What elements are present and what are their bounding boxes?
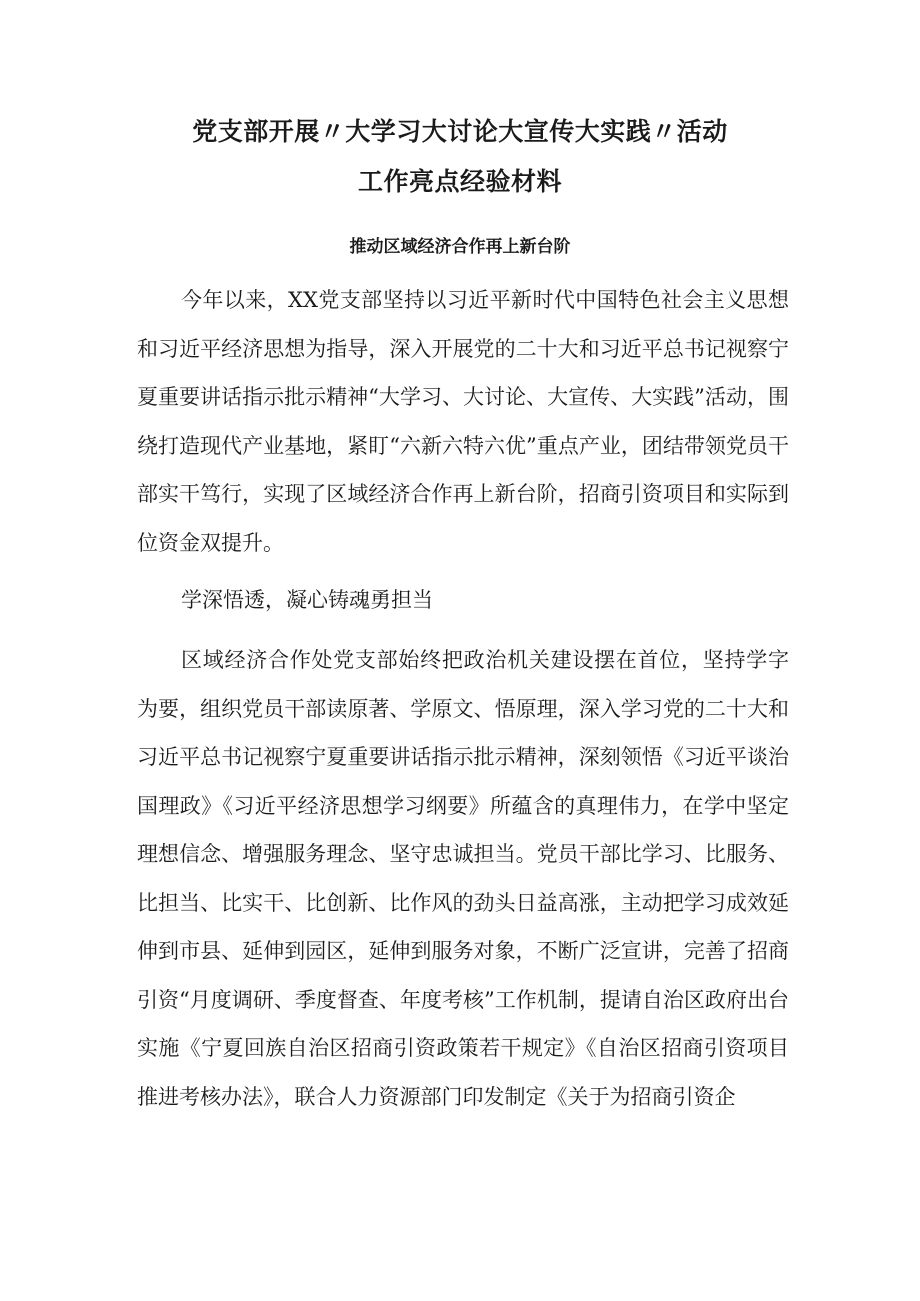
document-title-line-1: 党支部开展〃大学习大讨论大宣传大实践〃活动 <box>192 117 728 146</box>
document-subtitle: 推动区域经济合作再上新台阶 <box>349 237 571 257</box>
body-paragraph: 区域经济合作处党支部始终把政治机关建设摆在首位，坚持学字为要，组织党员干部读原著、学原文、悟原理，深入学习党的二十大和习近平总书记视察宁夏重要讲话指示批示精神，深刻领悟《习近平谈治国理政》《习近平经济思想学习纲要》所蕴含的真理伟力，在学中坚定理想信念、增强服务理念、坚守忠诚担当。党员干部比学习、比服务、比担当、比实干、比创新、比作风的劲头日益高涨，主动把学习成效延伸到市县、延伸到园区，延伸到服务对象，不断广泛宣讲，完善了招商引资“月度调研、季度督查、年度考核”工作机制，提请自治区政府出台实施《宁夏回族自治区招商引资政策若干规定》《自治区招商引资项目推进考核办法》，联合人力资源部门印发制定《关于为招商引资企 <box>137 648 789 1109</box>
section-heading: 学深悟透，凝心铸魂勇担当 <box>181 588 433 612</box>
document-title-line-2: 工作亮点经验材料 <box>357 167 562 196</box>
intro-paragraph: 今年以来，XX党支部坚持以习近平新时代中国特色社会主义思想和习近平经济思想为指导，深入开展党的二十大和习近平总书记视察宁夏重要讲话指示批示精神“大学习、大讨论、大宣传、大实践”活动，围绕打造现代产业基地，紧盯“六新六特六优”重点产业，团结带领党员干部实干笃行，实现了区域经济合作再上新台阶，招商引资项目和实际到位资金双提升。 <box>137 288 789 555</box>
